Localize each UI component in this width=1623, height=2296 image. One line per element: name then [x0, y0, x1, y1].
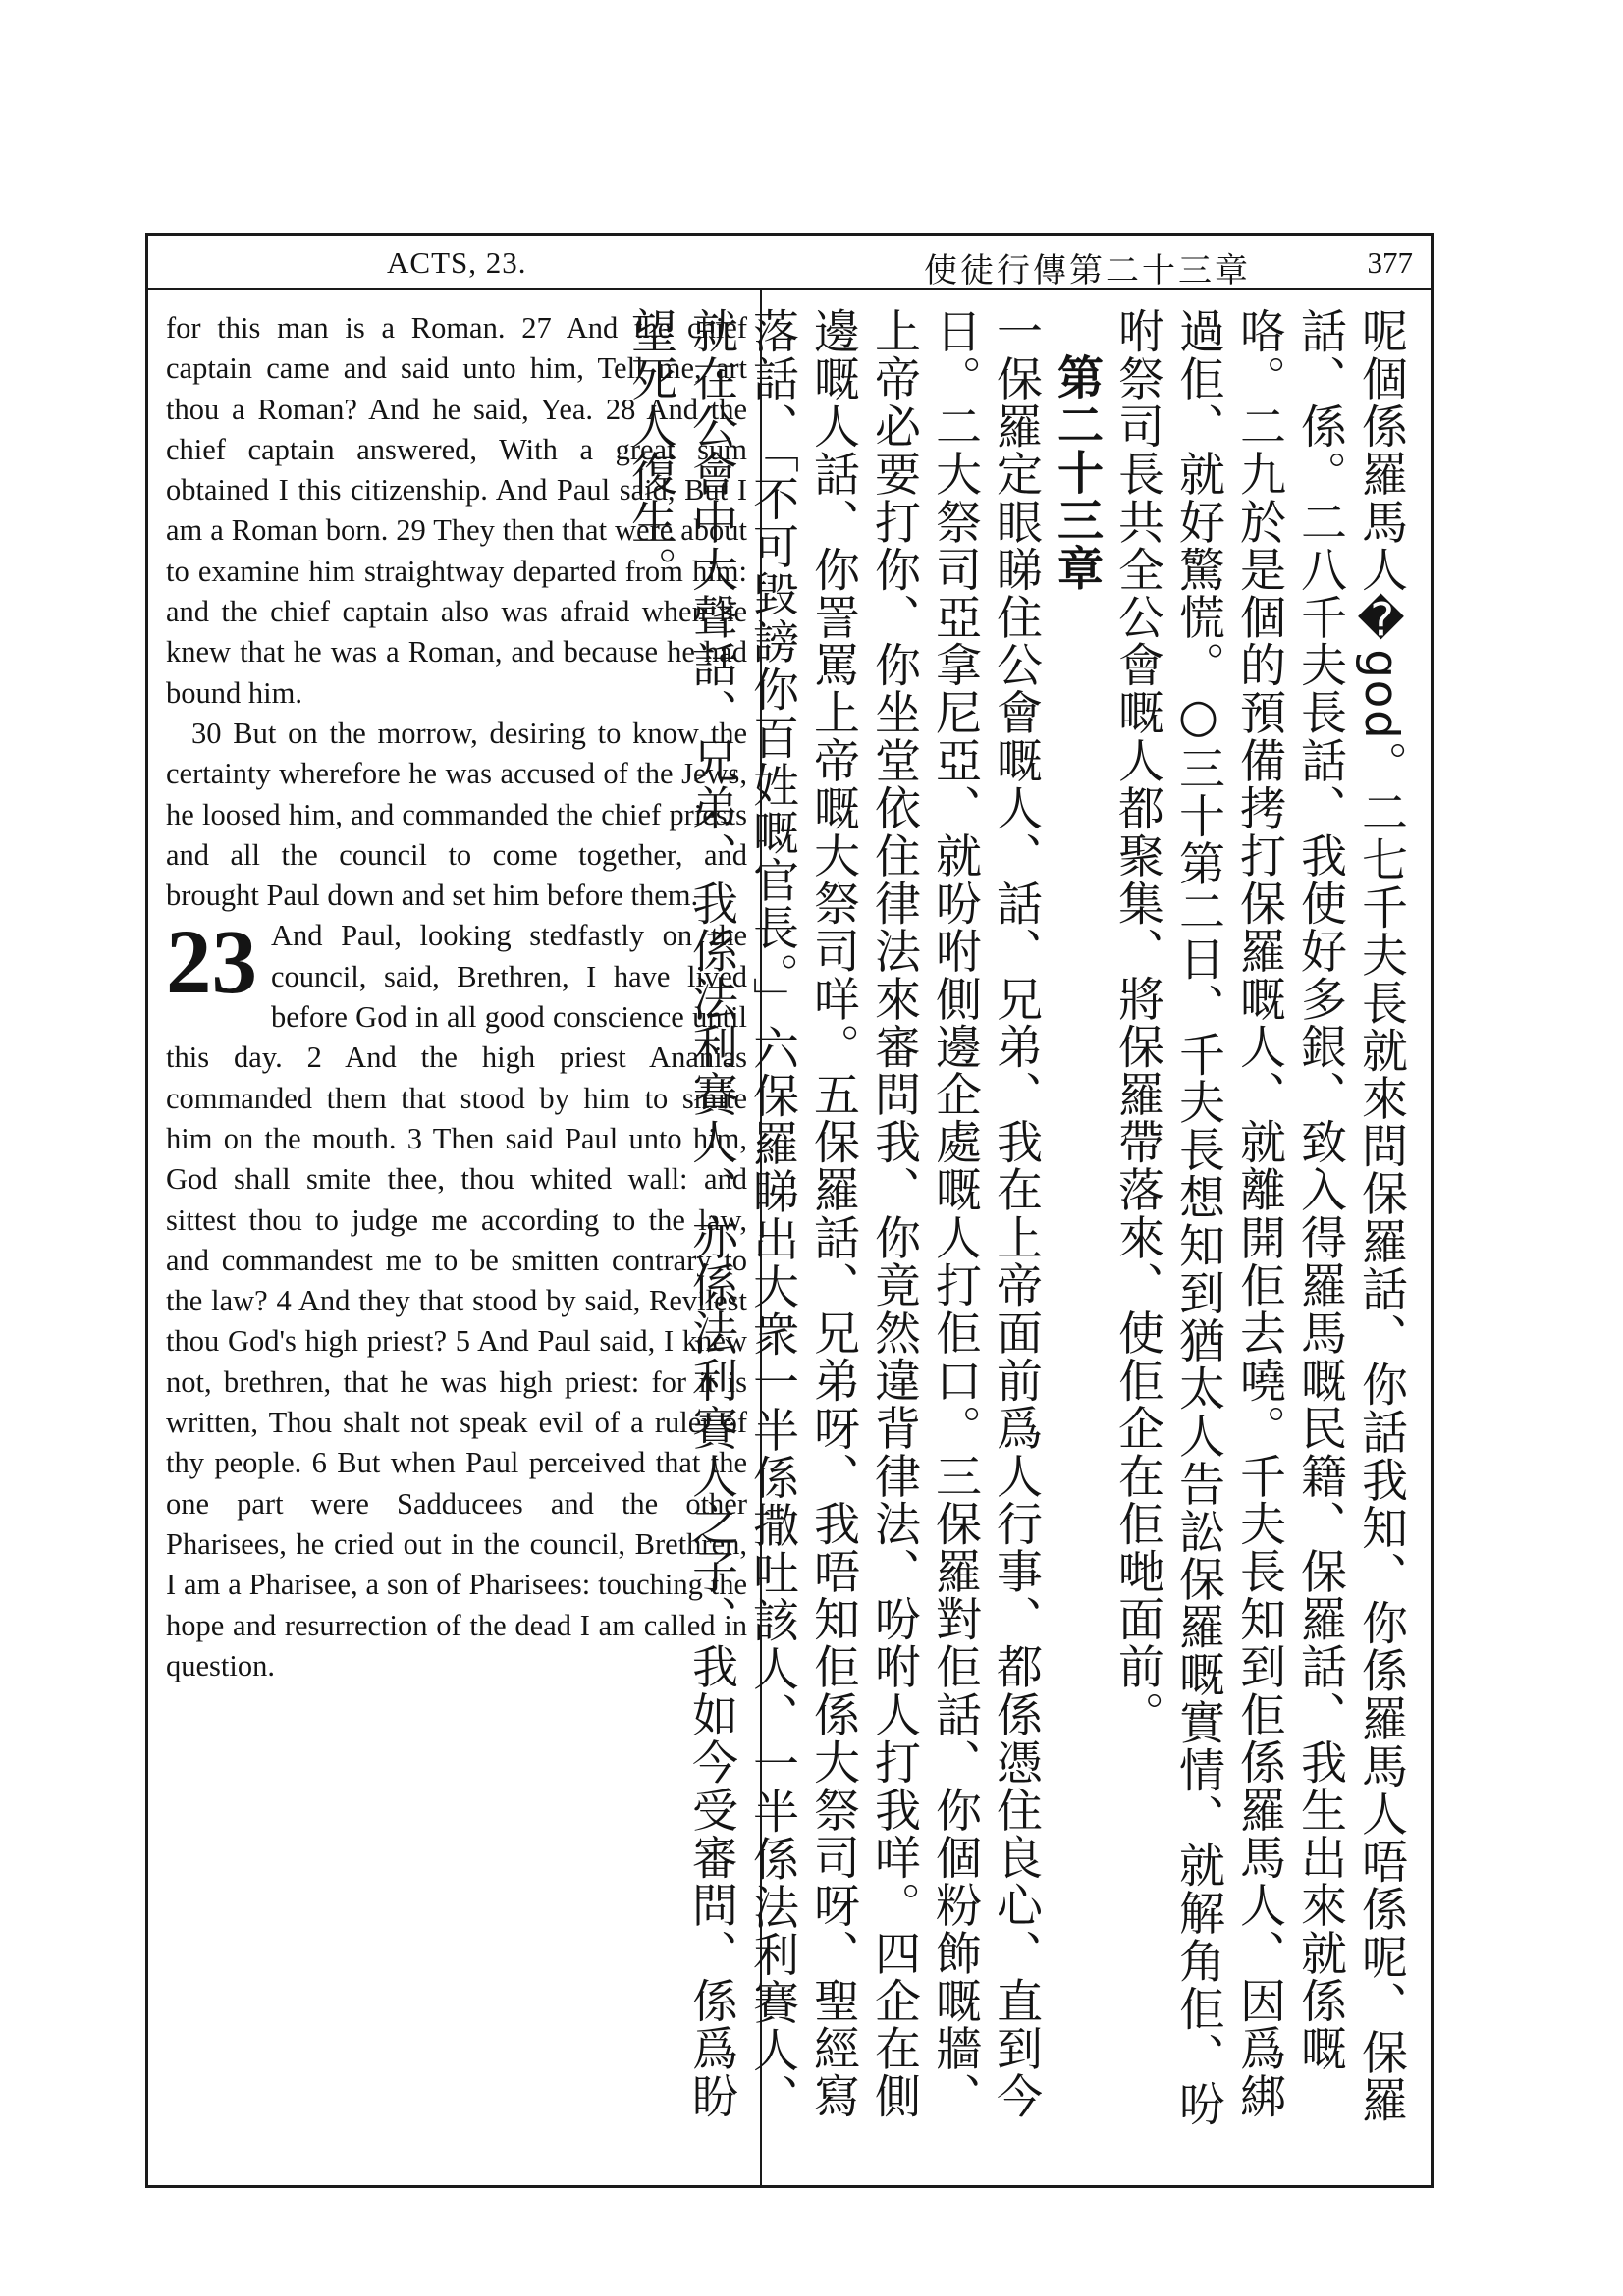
english-paragraph: for this man is a Roman. 27 And the chief captain came and said unto him, Tell me, art thou a Roman? And he said, Yea. 28 And the chief captain answered, With a great sum obtained I this citizenship. And Paul said, But I am a Roman born. 29 They then that were about to examine him straightway departed from him: and the chief captain also was afraid when he knew that he was a Roman, and because he had bound him. [166, 311, 747, 710]
page-number: 377 [1367, 245, 1413, 280]
chinese-paragraph: 呢個係羅馬人�god。二七千夫長就來問保羅話、你話我知、你係羅馬人唔係呢、保羅話、係。二八千夫長話、我使好多銀、致入得羅馬嘅民籍、保羅話、我生出來就係嘅咯。二九於是個的預備拷打保羅嘅人、就離開佢去嘵。千夫長知到佢係羅馬人、因爲綁過佢、就好驚慌。○三十第二日、千夫長想知到猶太人告訟保羅嘅實情、就解角佢、吩咐祭司長共全公會嘅人都聚集、將保羅帶落來、使佢企在佢哋面前。 [1110, 307, 1408, 2128]
english-paragraph-text: And Paul, looking stedfastly on the council, said, Brethren, I have lived before God in all good conscience until this day. 2 And the high priest Ananias commanded them that stood by him to smite him on the mouth. 3 Then said Paul unto him, God shall smite thee, thou whited wall: and sittest thou to judge me according to the law, and commandest me to be smitten contrary to the law? 4 And they that stood by said, Revilest thou God's high priest? 5 And Paul said, I knew not, brethren, that he was high priest: for it is written, Thou shalt not speak evil of a ruler of thy people. 6 But when Paul perceived that the one part were Sadducees and the other Pharisees, he cried out in the council, Brethren, I am a Pharisee, a son of Pharisees: touching the hope and resurrection of the dead I am called in question. [166, 919, 747, 1682]
chinese-column [623, 307, 1411, 2153]
running-title: ACTS, 23. [387, 245, 527, 280]
chapter-number: 23 [166, 912, 257, 1014]
chinese-title: 使徒行傳第二十三章 [924, 251, 1251, 291]
page-frame [145, 233, 1434, 2188]
page-header [148, 236, 1431, 290]
chinese-paragraph: 一保羅定眼睇住公會嘅人、話、兄弟、我在上帝面前爲人行事、都係憑住良心、直到今日。二大祭司亞拿尼亞、就吩咐側邊企處嘅人打佢口。三保羅對佢話、你個粉飾嘅牆、上帝必要打你、你坐堂依住律法來審問我、你竟然違背律法、吩咐人打我咩。四企在側邊嘅人話、你詈罵上帝嘅大祭司咩。五保羅話、兄弟呀、我唔知佢係大祭司呀、聖經寫落話、「不可毀謗你百姓嘅官長。」六保羅睇出大衆一半係撒吐該人、一半係法利賽人、就在公會中大聲話、兄弟、我係法利賽人、亦係法利賽人之子、我如今受審問、係爲盼望死人復生。 [623, 307, 1043, 2122]
english-paragraph: 30 But on the morrow, desiring to know the certainty wherefore he was accused of the Jews, he loosed him, and commanded the chief priests and all the council to come together, and brought Paul down and set him before them. [166, 716, 747, 913]
chinese-chapter-heading: 第二十三章 [1050, 353, 1104, 592]
